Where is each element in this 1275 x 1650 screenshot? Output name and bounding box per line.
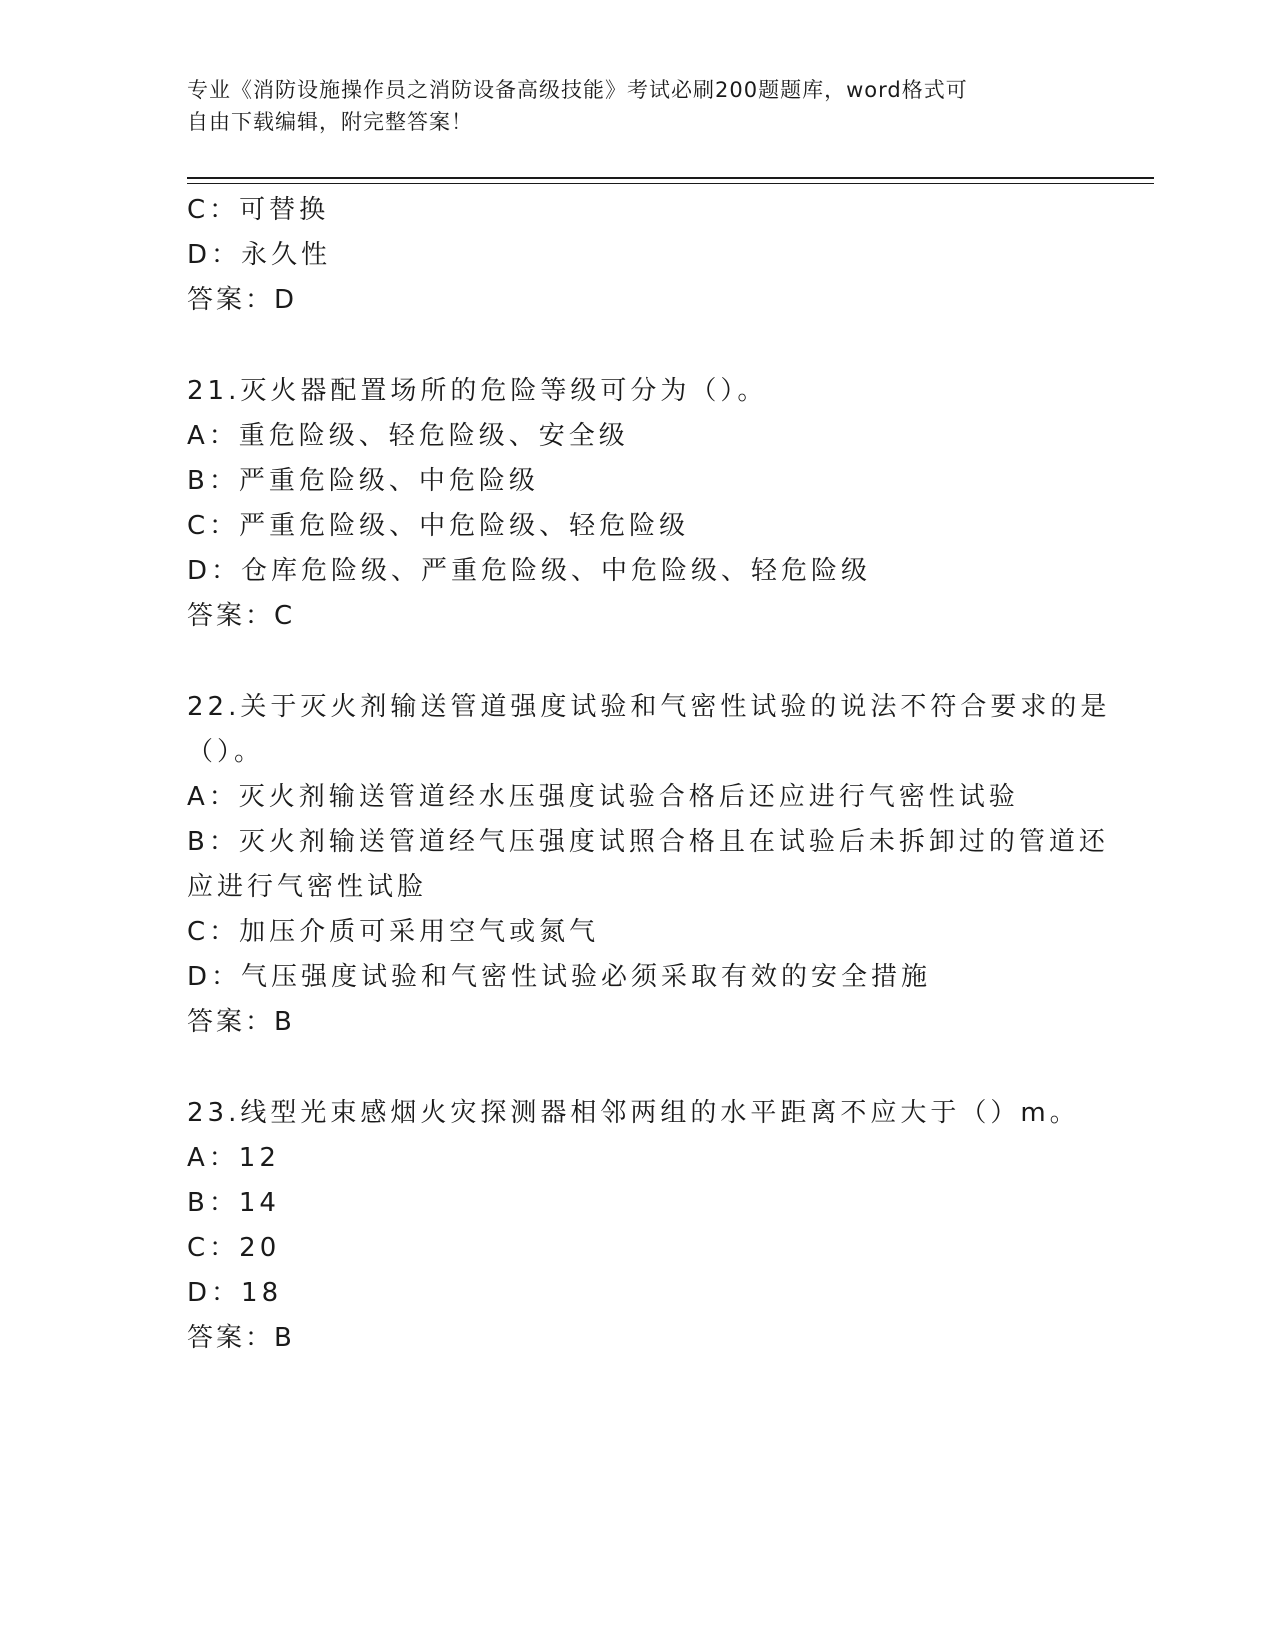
option-d: D：18 [187, 1278, 283, 1308]
option-b: B：灭火剂输送管道经气压强度试照合格且在试验后未拆卸过的管道还 [187, 827, 1109, 857]
question-stem: 21.灭火器配置场所的危险等级可分为（）。 [187, 376, 768, 406]
option-a: A：灭火剂输送管道经水压强度试验合格后还应进行气密性试验 [187, 782, 1019, 812]
question-21 [187, 369, 1087, 639]
question-stem: 22.关于灭火剂输送管道强度试验和气密性试验的说法不符合要求的是 [187, 692, 1111, 722]
option-c: C：加压介质可采用空气或氮气 [187, 917, 600, 947]
option-b-continued: 应进行气密性试脸 [187, 872, 428, 902]
answer-line: 答案：C [187, 601, 296, 631]
header-line-2: 自由下载编辑，附完整答案！ [187, 110, 473, 134]
header-line-1: 专业《消防设施操作员之消防设备高级技能》考试必刷200题题库，word格式可 [187, 78, 968, 102]
option-b: B：严重危险级、中危险级 [187, 466, 539, 496]
question-23 [187, 1091, 1087, 1361]
answer-line: 答案：D [187, 285, 298, 315]
question-stem-continued: （）。 [187, 737, 265, 767]
option-c: C：严重危险级、中危险级、轻危险级 [187, 511, 690, 541]
option-a: A：重危险级、轻危险级、安全级 [187, 421, 629, 451]
header-rule-thick [187, 177, 1154, 179]
option-c: C：可替换 [187, 195, 330, 225]
answer-line: 答案：B [187, 1323, 295, 1353]
question-22 [187, 685, 1111, 1045]
option-b: B：14 [187, 1188, 280, 1218]
option-c: C：20 [187, 1233, 281, 1263]
option-a: A：12 [187, 1143, 280, 1173]
document-body [187, 188, 1111, 1407]
option-d: D：气压强度试验和气密性试验必须采取有效的安全措施 [187, 962, 932, 992]
document-header [187, 74, 1067, 138]
question-partial [187, 188, 1087, 323]
header-rule-thin [187, 183, 1154, 184]
option-d: D：永久性 [187, 240, 332, 270]
option-d: D：仓库危险级、严重危险级、中危险级、轻危险级 [187, 556, 872, 586]
answer-line: 答案：B [187, 1007, 295, 1037]
question-stem: 23.线型光束感烟火灾探测器相邻两组的水平距离不应大于（）m。 [187, 1098, 1080, 1128]
